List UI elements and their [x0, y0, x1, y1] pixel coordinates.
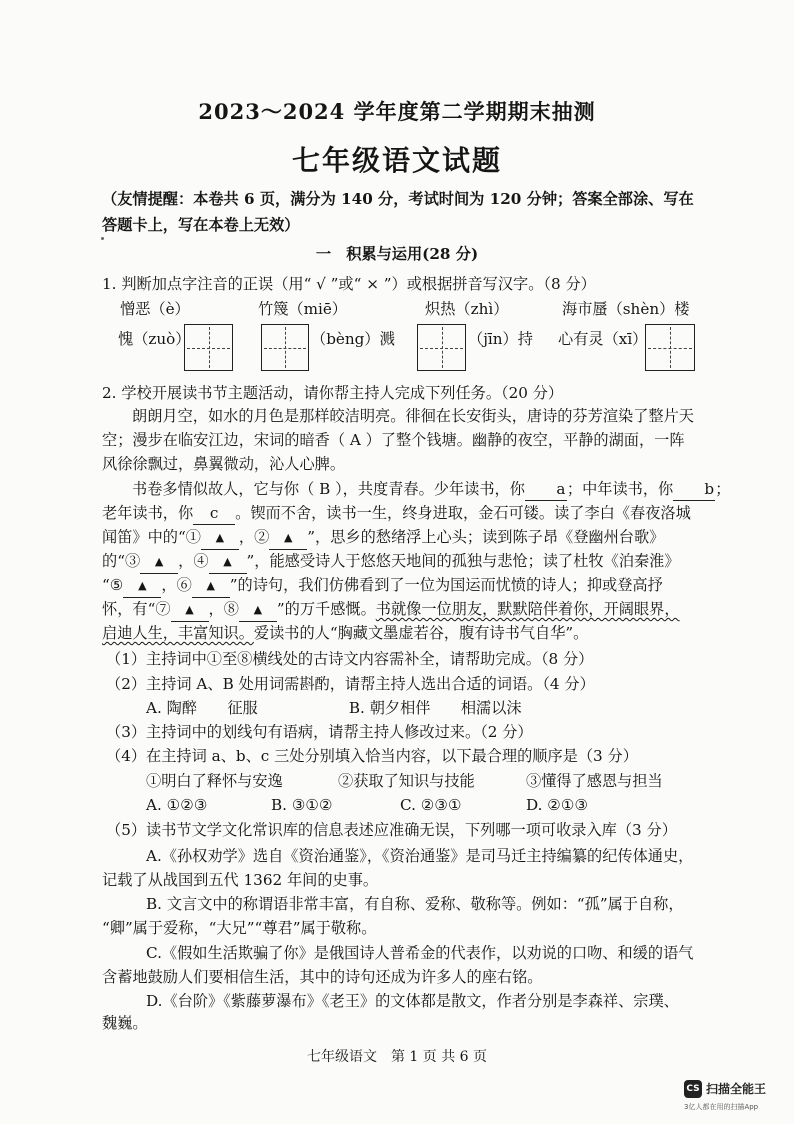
q1-word-4: 海市蜃（shèn）楼: [562, 300, 690, 318]
blank-c: c: [193, 502, 235, 525]
q2-sub-5-option-c-l1: C.《假如生活欺骗了你》是俄国诗人普希金的代表作，以劝说的口吻、和缓的语气: [146, 944, 694, 962]
q1-word-2: 竹篾（miē）: [258, 300, 347, 318]
exam-subject-title: 七年级语文试题: [291, 144, 502, 177]
scanner-app-name: 扫描全能王: [706, 1082, 767, 1096]
q2-sub-5-option-a-l2: 记载了从战国到五代 1362 年间的史事。: [102, 871, 379, 889]
page-footer: 七年级语文 第 1 页 共 6 页: [306, 1049, 488, 1065]
q1-pinyin-3: （jīn）持: [468, 330, 533, 348]
marked-sentence-part-2: 启迪人生，丰富知识。: [102, 624, 254, 642]
marked-sentence-part-1: 书就像一位朋友，默默陪伴着你，开阔眼界，: [375, 600, 680, 618]
q2-sub-4-option-a: A. ①②③: [146, 796, 208, 814]
q1-word-3: 炽热（zhì）: [425, 300, 509, 318]
exam-term-title: 2023～2024 学年度第二学期期末抽测: [198, 99, 596, 124]
q2-sub-4-item-2: ②获取了知识与技能: [338, 772, 475, 790]
q2-sub-4-item-1: ①明白了释怀与安逸: [146, 772, 283, 790]
poem-blank-6: ▲: [192, 575, 230, 598]
blank-a: a: [525, 478, 567, 501]
q2-stem: 2. 学校开展读书节主题活动，请你帮主持人完成下列任务。（20 分）: [102, 384, 564, 402]
q2-sub-5-option-c-l2: 含蓄地鼓励人们要相信生活，其中的诗句还成为许多人的座右铭。: [102, 968, 543, 986]
host-script-p1-l3: 风徐徐飘过，鼻翼微动，沁人心脾。: [102, 455, 345, 473]
q2-sub-4-item-3: ③懂得了感恩与担当: [526, 772, 663, 790]
poem-blank-3: ▲: [140, 551, 178, 574]
q2-sub-5-option-a-l1: A.《孙权劝学》选自《资治通鉴》，《资治通鉴》是司马迁主持编纂的纪传体通史，: [146, 847, 694, 865]
q2-sub-4-option-b: B. ③①②: [271, 796, 333, 814]
q2-sub-5-option-d-l2: 魏巍。: [102, 1014, 148, 1032]
q2-sub-5: （5）读书节文学文化常识库的信息表述应准确无误，下列哪一项可收录入库（3 分）: [106, 821, 677, 839]
q2-sub-3: （3）主持词中的划线句有语病，请帮主持人修改过来。（2 分）: [106, 723, 533, 741]
host-script-p2-l6: 怀，有“⑦ ▲ ，⑧ ▲ ”的万千感慨。书就像一位朋友，默默陪伴着你，开阔眼界，: [102, 598, 728, 623]
q2-sub-4: （4）在主持词 a、b、c 三处分别填入恰当内容，以下最合理的顺序是（3 分）: [106, 747, 638, 765]
scanner-logo-icon: CS: [684, 1080, 702, 1098]
q2-sub-5-option-b-l1: B. 文言文中的称谓语非常丰富，有自称、爱称、敬称等。例如：“孤”属于自称，: [146, 895, 684, 913]
host-script-p2-l3: 闻笛》中的“① ▲ ，② ▲ ”，思乡的愁绪浮上心头；读到陈子昂《登幽州台歌》: [102, 526, 728, 551]
q2-sub-2-options: A. 陶醉 征服 B. 朝夕相伴 相濡以沫: [146, 699, 522, 717]
q1-pinyin-4: 心有灵（xī）: [558, 330, 648, 348]
poem-blank-8: ▲: [239, 599, 277, 622]
scan-spot: [101, 237, 104, 240]
section-heading: 一 积累与运用(28 分): [315, 245, 479, 263]
q2-sub-1: （1）主持词中①至⑧横线处的古诗文内容需补全，请帮助完成。（8 分）: [106, 650, 594, 668]
poem-blank-4: ▲: [209, 551, 247, 574]
host-script-p1-l1: 朗朗月空，如水的月色是那样皎洁明亮。徘徊在长安街头，唐诗的芬芳渲染了整片天: [132, 407, 694, 425]
host-script-p2-l7: 启迪人生，丰富知识。爱读书的人“胸藏文墨虚若谷，腹有诗书气自华”。: [102, 624, 589, 642]
q2-sub-2: （2）主持词 A、B 处用词需斟酌，请帮主持人选出合适的词语。（4 分）: [106, 675, 595, 693]
answer-grid-2: [261, 324, 309, 371]
q1-stem: 1. 判断加点字注音的正误（用“ √ ”或“ × ”）或根据拼音写汉字。（8 分）: [102, 275, 596, 293]
poem-blank-1: ▲: [201, 527, 239, 550]
q1-pinyin-1: 愧（zuò）: [118, 330, 191, 348]
blank-b: b: [673, 478, 715, 501]
notice-line-2: 答题卡上，写在本卷上无效）: [102, 216, 300, 234]
q1-pinyin-2: （bèng）溅: [311, 330, 395, 348]
host-script-p2-l1: 书卷多情似故人，它与你（ B ），共度青春。少年读书，你 a；中年读书，你 b；: [102, 478, 728, 501]
poem-blank-7: ▲: [171, 599, 209, 622]
host-script-p2-l4: 的“③ ▲ ，④ ▲ ”，能感受诗人于悠悠天地间的孤独与悲怆；读了杜牧《泊秦淮》: [102, 550, 728, 575]
q1-word-1: 憎恶（è）: [120, 300, 190, 318]
answer-grid-3: [417, 324, 466, 371]
scanner-app-tagline: 3亿人都在用的扫描App: [684, 1103, 759, 1111]
q2-sub-4-option-c: C. ②③①: [400, 796, 462, 814]
q2-sub-5-option-b-l2: “卿”属于爱称，“大兄”“尊君”属于敬称。: [102, 919, 377, 937]
poem-blank-5: ▲: [123, 575, 161, 598]
answer-grid-4: [645, 324, 695, 371]
q2-sub-5-option-d-l1: D.《台阶》《紫藤萝瀑布》《老王》的文体都是散文，作者分别是李森祥、宗璞、: [146, 992, 679, 1010]
q2-sub-4-option-d: D. ②①③: [526, 796, 589, 814]
answer-grid-1: [184, 324, 233, 371]
host-script-p2-l5: “⑤ ▲ ，⑥ ▲ ”的诗句，我们仿佛看到了一位为国运而忧愤的诗人；抑或登高抒: [102, 574, 728, 599]
host-script-p1-l2: 空；漫步在临安江边，宋词的暗香（ A ）了整个钱塘。幽静的夜空，平静的湖面，一阵: [102, 431, 685, 449]
poem-blank-2: ▲: [269, 527, 307, 550]
notice-line-1: （友情提醒：本卷共 6 页，满分为 140 分，考试时间为 120 分钟；答案全部涂、写在: [102, 190, 694, 208]
host-script-p2-l2: 老年读书，你 c 。锲而不舍，读书一生，终身进取，金石可镂。读了李白《春夜洛城: [102, 502, 728, 525]
